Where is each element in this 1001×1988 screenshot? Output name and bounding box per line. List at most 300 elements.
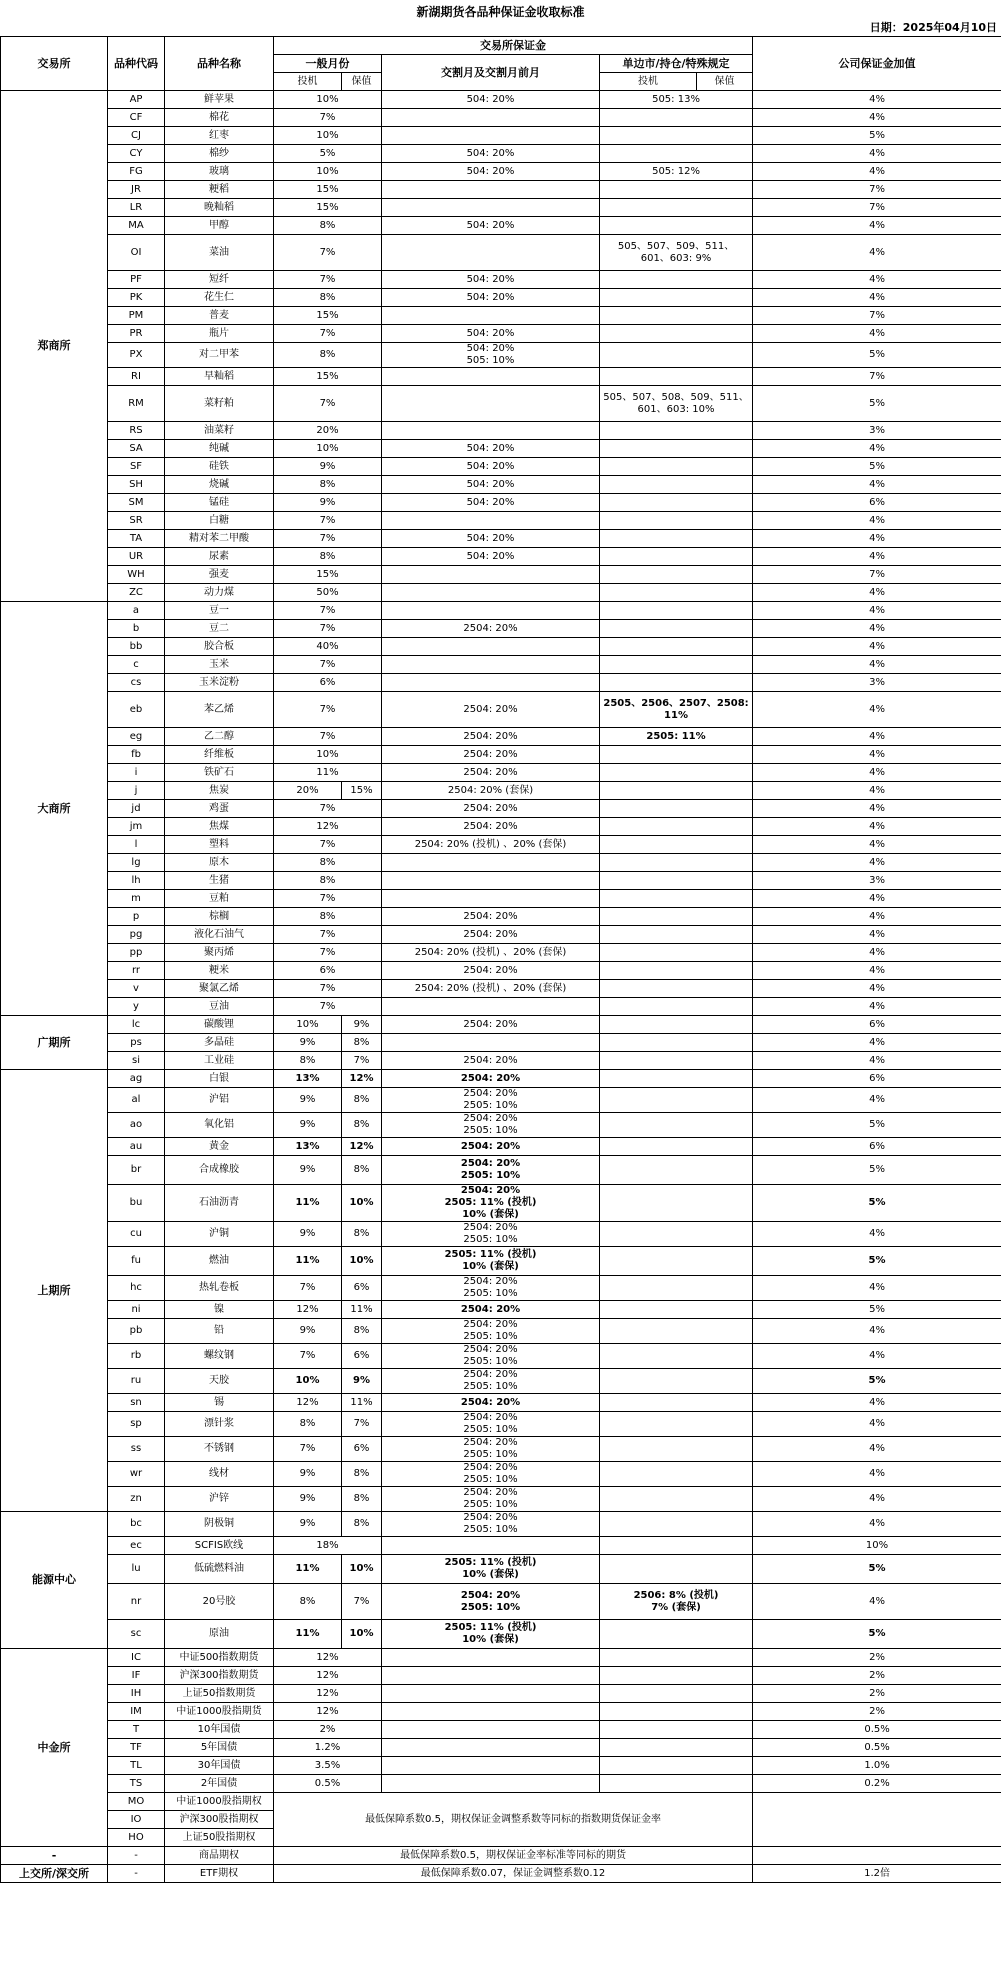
product-name: 2年国债 xyxy=(165,1775,274,1793)
company-margin: 4% xyxy=(753,1344,1001,1369)
general-margin: 10% xyxy=(274,127,382,145)
general-spec-margin: 7% xyxy=(274,1276,342,1301)
general-margin: 5% xyxy=(274,145,382,163)
delivery-margin: 2504: 20% xyxy=(382,620,600,638)
product-name: 沪深300指数期货 xyxy=(165,1667,274,1685)
product-name: 短纤 xyxy=(165,271,274,289)
special-rule xyxy=(600,962,753,980)
special-rule xyxy=(600,1222,753,1247)
company-margin: 1.2倍 xyxy=(753,1865,1001,1883)
general-margin: 18% xyxy=(274,1537,382,1555)
header-exchange: 交易所 xyxy=(1,37,108,91)
company-margin: 6% xyxy=(753,1016,1001,1034)
company-margin: 7% xyxy=(753,181,1001,199)
delivery-margin: 504: 20% xyxy=(382,494,600,512)
general-hedge-margin: 7% xyxy=(342,1412,382,1437)
product-name: 油菜籽 xyxy=(165,422,274,440)
product-code: lh xyxy=(108,872,165,890)
company-margin: 4% xyxy=(753,109,1001,127)
table-row xyxy=(1,512,1001,530)
product-code: HO xyxy=(108,1829,165,1847)
page-title: 新湖期货各品种保证金收取标准 xyxy=(416,5,585,19)
table-row xyxy=(1,1301,1001,1319)
product-code: IC xyxy=(108,1649,165,1667)
general-margin: 50% xyxy=(274,584,382,602)
special-rule xyxy=(600,199,753,217)
product-name: 晚籼稻 xyxy=(165,199,274,217)
general-margin: 15% xyxy=(274,368,382,386)
general-hedge-margin: 8% xyxy=(342,1319,382,1344)
special-rule xyxy=(600,289,753,307)
general-hedge-margin: 8% xyxy=(342,1088,382,1113)
company-margin: 2% xyxy=(753,1685,1001,1703)
product-name: 烧碱 xyxy=(165,476,274,494)
special-rule xyxy=(600,1034,753,1052)
special-rule xyxy=(600,1138,753,1156)
general-hedge-margin: 8% xyxy=(342,1487,382,1512)
header-general-month: 一般月份 xyxy=(274,55,382,73)
product-code: CJ xyxy=(108,127,165,145)
product-code: IH xyxy=(108,1685,165,1703)
company-margin: 4% xyxy=(753,91,1001,109)
table-row xyxy=(1,440,1001,458)
special-rule xyxy=(600,1185,753,1222)
table-row xyxy=(1,289,1001,307)
delivery-margin: 2504: 20% 2505: 10% xyxy=(382,1369,600,1394)
table-row xyxy=(1,746,1001,764)
company-margin: 4% xyxy=(753,818,1001,836)
table-row xyxy=(1,368,1001,386)
delivery-margin: 2504: 20% 2505: 10% xyxy=(382,1276,600,1301)
exchange-name: 上交所/深交所 xyxy=(1,1865,108,1883)
company-margin: 6% xyxy=(753,1138,1001,1156)
table-row xyxy=(1,530,1001,548)
special-rule xyxy=(600,1512,753,1537)
delivery-margin xyxy=(382,1685,600,1703)
special-rule xyxy=(600,1344,753,1369)
table-row xyxy=(1,422,1001,440)
table-row xyxy=(1,1721,1001,1739)
general-spec-margin: 11% xyxy=(274,1185,342,1222)
product-code: pp xyxy=(108,944,165,962)
general-margin: 7% xyxy=(274,386,382,422)
general-hedge-margin: 8% xyxy=(342,1222,382,1247)
delivery-margin: 2504: 20% xyxy=(382,926,600,944)
product-name: 焦炭 xyxy=(165,782,274,800)
general-hedge-margin: 10% xyxy=(342,1620,382,1649)
general-margin: 8% xyxy=(274,854,382,872)
product-name: SCFIS欧线 xyxy=(165,1537,274,1555)
table-row xyxy=(1,1512,1001,1537)
table-row xyxy=(1,1113,1001,1138)
table-row xyxy=(1,91,1001,109)
special-rule xyxy=(600,746,753,764)
product-code: SF xyxy=(108,458,165,476)
general-spec-margin: 7% xyxy=(274,1344,342,1369)
product-name: 硅铁 xyxy=(165,458,274,476)
general-spec-margin: 9% xyxy=(274,1156,342,1185)
company-margin: 4% xyxy=(753,728,1001,746)
company-margin: 4% xyxy=(753,638,1001,656)
product-code: au xyxy=(108,1138,165,1156)
special-rule xyxy=(600,854,753,872)
delivery-margin xyxy=(382,566,600,584)
general-margin: 7% xyxy=(274,656,382,674)
product-name: 沪深300股指期权 xyxy=(165,1811,274,1829)
product-name: 玉米淀粉 xyxy=(165,674,274,692)
product-code: j xyxy=(108,782,165,800)
product-code: ni xyxy=(108,1301,165,1319)
company-margin: 4% xyxy=(753,890,1001,908)
special-rule xyxy=(600,440,753,458)
special-rule xyxy=(600,1394,753,1412)
product-code: bu xyxy=(108,1185,165,1222)
table-row xyxy=(1,1757,1001,1775)
delivery-margin xyxy=(382,422,600,440)
product-code: sn xyxy=(108,1394,165,1412)
product-code: rb xyxy=(108,1344,165,1369)
company-margin: 2% xyxy=(753,1649,1001,1667)
general-hedge-margin: 15% xyxy=(342,782,382,800)
company-margin: 4% xyxy=(753,854,1001,872)
product-name: 玻璃 xyxy=(165,163,274,181)
delivery-margin: 2504: 20% xyxy=(382,746,600,764)
company-margin: 6% xyxy=(753,494,1001,512)
special-rule xyxy=(600,1369,753,1394)
general-margin: 10% xyxy=(274,746,382,764)
company-margin: 4% xyxy=(753,1088,1001,1113)
general-margin: 15% xyxy=(274,181,382,199)
delivery-margin xyxy=(382,1757,600,1775)
product-code: PK xyxy=(108,289,165,307)
table-row xyxy=(1,1344,1001,1369)
company-margin: 0.5% xyxy=(753,1739,1001,1757)
product-code: fu xyxy=(108,1247,165,1276)
table-row xyxy=(1,566,1001,584)
general-hedge-margin: 6% xyxy=(342,1344,382,1369)
table-row xyxy=(1,890,1001,908)
general-margin: 11% xyxy=(274,764,382,782)
table-row xyxy=(1,1847,1001,1865)
special-rule xyxy=(600,1412,753,1437)
general-spec-margin: 8% xyxy=(274,1584,342,1620)
general-hedge-margin: 12% xyxy=(342,1070,382,1088)
table-row xyxy=(1,1667,1001,1685)
table-row xyxy=(1,1034,1001,1052)
company-margin: 4% xyxy=(753,746,1001,764)
special-rule: 505: 13% xyxy=(600,91,753,109)
product-name: 棕榈 xyxy=(165,908,274,926)
general-margin: 40% xyxy=(274,638,382,656)
delivery-margin: 504: 20% xyxy=(382,145,600,163)
delivery-margin xyxy=(382,1739,600,1757)
table-row xyxy=(1,1685,1001,1703)
product-name: 漂针浆 xyxy=(165,1412,274,1437)
product-name: 螺纹钢 xyxy=(165,1344,274,1369)
product-name: 瓶片 xyxy=(165,325,274,343)
product-name: 普麦 xyxy=(165,307,274,325)
delivery-margin xyxy=(382,584,600,602)
product-name: 原油 xyxy=(165,1620,274,1649)
delivery-margin: 504: 20% xyxy=(382,289,600,307)
product-code: ec xyxy=(108,1537,165,1555)
delivery-margin: 2504: 20% 2505: 10% xyxy=(382,1437,600,1462)
delivery-margin: 2504: 20% 2505: 10% xyxy=(382,1156,600,1185)
general-spec-margin: 9% xyxy=(274,1088,342,1113)
product-name: 商品期权 xyxy=(165,1847,274,1865)
table-row xyxy=(1,181,1001,199)
general-hedge-margin: 9% xyxy=(342,1369,382,1394)
general-margin: 7% xyxy=(274,602,382,620)
delivery-margin: 504: 20% xyxy=(382,271,600,289)
table-row xyxy=(1,199,1001,217)
delivery-margin: 2504: 20% 2505: 10% xyxy=(382,1222,600,1247)
general-margin: 7% xyxy=(274,530,382,548)
table-row xyxy=(1,764,1001,782)
product-code: OI xyxy=(108,235,165,271)
general-margin: 10% xyxy=(274,91,382,109)
company-margin: 4% xyxy=(753,764,1001,782)
general-spec-margin: 20% xyxy=(274,782,342,800)
product-name: 菜油 xyxy=(165,235,274,271)
delivery-margin: 2504: 20% 2505: 10% xyxy=(382,1487,600,1512)
product-code: ag xyxy=(108,1070,165,1088)
header-delivery-month: 交割月及交割月前月 xyxy=(382,55,600,91)
table-row xyxy=(1,638,1001,656)
general-margin: 12% xyxy=(274,818,382,836)
table-row xyxy=(1,692,1001,728)
company-margin: 7% xyxy=(753,566,1001,584)
product-name: 中证1000股指期权 xyxy=(165,1793,274,1811)
table-row xyxy=(1,548,1001,566)
product-name: 氧化铝 xyxy=(165,1113,274,1138)
special-rule xyxy=(600,1319,753,1344)
general-hedge-margin: 11% xyxy=(342,1301,382,1319)
company-margin: 4% xyxy=(753,944,1001,962)
product-name: 强麦 xyxy=(165,566,274,584)
special-rule: 505: 12% xyxy=(600,163,753,181)
product-name: 棉纱 xyxy=(165,145,274,163)
product-name: 碳酸锂 xyxy=(165,1016,274,1034)
company-margin: 4% xyxy=(753,1462,1001,1487)
delivery-margin: 504: 20% 505: 10% xyxy=(382,343,600,368)
table-row xyxy=(1,1070,1001,1088)
special-rule xyxy=(600,638,753,656)
product-name: 中证1000股指期货 xyxy=(165,1703,274,1721)
product-name: 沪铜 xyxy=(165,1222,274,1247)
product-name: 石油沥青 xyxy=(165,1185,274,1222)
delivery-margin: 2504: 20% xyxy=(382,1138,600,1156)
product-code: zn xyxy=(108,1487,165,1512)
product-code: c xyxy=(108,656,165,674)
general-spec-margin: 9% xyxy=(274,1113,342,1138)
delivery-margin: 2504: 20% xyxy=(382,1301,600,1319)
delivery-margin xyxy=(382,602,600,620)
table-row xyxy=(1,620,1001,638)
general-hedge-margin: 12% xyxy=(342,1138,382,1156)
header-company-margin: 公司保证金加值 xyxy=(753,37,1001,91)
special-rule: 2506: 8% (投机) 7% (套保) xyxy=(600,1584,753,1620)
exchange-name: 中金所 xyxy=(1,1649,108,1847)
special-rule xyxy=(600,782,753,800)
table-row xyxy=(1,944,1001,962)
special-rule xyxy=(600,325,753,343)
delivery-margin xyxy=(382,109,600,127)
delivery-margin xyxy=(382,638,600,656)
table-row xyxy=(1,1537,1001,1555)
product-name: 生猪 xyxy=(165,872,274,890)
table-row xyxy=(1,217,1001,235)
company-margin: 1.0% xyxy=(753,1757,1001,1775)
delivery-margin: 2504: 20% 2505: 10% xyxy=(382,1344,600,1369)
product-name: 铁矿石 xyxy=(165,764,274,782)
delivery-margin: 2504: 20% 2505: 10% xyxy=(382,1512,600,1537)
delivery-margin: 2504: 20% xyxy=(382,800,600,818)
product-name: 豆粕 xyxy=(165,890,274,908)
delivery-margin: 2504: 20% (投机) 、20% (套保) xyxy=(382,836,600,854)
product-name: 棉花 xyxy=(165,109,274,127)
special-rule: 2505、2506、2507、2508: 11% xyxy=(600,692,753,728)
special-rule xyxy=(600,512,753,530)
delivery-margin xyxy=(382,1667,600,1685)
delivery-margin: 2504: 20% xyxy=(382,1052,600,1070)
delivery-margin: 504: 20% xyxy=(382,440,600,458)
company-margin: 4% xyxy=(753,217,1001,235)
product-name: 菜籽粕 xyxy=(165,386,274,422)
delivery-margin: 2504: 20% xyxy=(382,908,600,926)
company-margin: 5% xyxy=(753,1185,1001,1222)
exchange-name: 广期所 xyxy=(1,1016,108,1070)
product-name: 乙二醇 xyxy=(165,728,274,746)
product-name: 沪铝 xyxy=(165,1088,274,1113)
product-code: eg xyxy=(108,728,165,746)
company-margin: 4% xyxy=(753,782,1001,800)
delivery-margin xyxy=(382,1775,600,1793)
company-margin: 4% xyxy=(753,1437,1001,1462)
company-margin: 4% xyxy=(753,1052,1001,1070)
product-code: - xyxy=(108,1865,165,1883)
table-row xyxy=(1,476,1001,494)
general-margin: 3.5% xyxy=(274,1757,382,1775)
special-rule xyxy=(600,1620,753,1649)
product-name: 燃油 xyxy=(165,1247,274,1276)
product-name: 早籼稻 xyxy=(165,368,274,386)
special-rule xyxy=(600,217,753,235)
general-margin: 6% xyxy=(274,962,382,980)
general-hedge-margin: 8% xyxy=(342,1512,382,1537)
header-special-hedge: 保值 xyxy=(697,73,753,91)
product-name: 塑料 xyxy=(165,836,274,854)
product-code: lg xyxy=(108,854,165,872)
product-code: cu xyxy=(108,1222,165,1247)
product-code: sp xyxy=(108,1412,165,1437)
general-margin: 7% xyxy=(274,998,382,1016)
table-row xyxy=(1,1276,1001,1301)
table-row xyxy=(1,1052,1001,1070)
table-row xyxy=(1,926,1001,944)
product-code: al xyxy=(108,1088,165,1113)
product-code: TF xyxy=(108,1739,165,1757)
product-name: 甲醇 xyxy=(165,217,274,235)
product-name: 豆油 xyxy=(165,998,274,1016)
report-date: 日期：2025年04月10日 xyxy=(869,21,997,34)
product-code: bb xyxy=(108,638,165,656)
delivery-margin: 504: 20% xyxy=(382,217,600,235)
company-margin: 0.5% xyxy=(753,1721,1001,1739)
product-code: IO xyxy=(108,1811,165,1829)
general-margin: 12% xyxy=(274,1703,382,1721)
general-spec-margin: 8% xyxy=(274,1052,342,1070)
product-code: wr xyxy=(108,1462,165,1487)
general-margin: 7% xyxy=(274,980,382,998)
general-margin: 12% xyxy=(274,1649,382,1667)
company-margin: 5% xyxy=(753,1369,1001,1394)
product-code: ZC xyxy=(108,584,165,602)
delivery-margin xyxy=(382,854,600,872)
company-margin: 4% xyxy=(753,1222,1001,1247)
table-row xyxy=(1,1555,1001,1584)
general-margin: 7% xyxy=(274,512,382,530)
delivery-margin: 2504: 20% (套保) xyxy=(382,782,600,800)
special-rule xyxy=(600,998,753,1016)
option-margin-rule: 最低保障系数0.07，保证金调整系数0.12 xyxy=(274,1865,753,1883)
table-row xyxy=(1,1138,1001,1156)
delivery-margin: 2504: 20% xyxy=(382,764,600,782)
exchange-name: 上期所 xyxy=(1,1070,108,1512)
product-code: PM xyxy=(108,307,165,325)
general-margin: 9% xyxy=(274,458,382,476)
special-rule xyxy=(600,343,753,368)
product-name: 沪锌 xyxy=(165,1487,274,1512)
company-margin: 4% xyxy=(753,271,1001,289)
general-spec-margin: 8% xyxy=(274,1412,342,1437)
product-code: LR xyxy=(108,199,165,217)
table-row xyxy=(1,908,1001,926)
product-name: 玉米 xyxy=(165,656,274,674)
general-spec-margin: 9% xyxy=(274,1462,342,1487)
general-spec-margin: 9% xyxy=(274,1222,342,1247)
header-name: 品种名称 xyxy=(165,37,274,91)
company-margin: 3% xyxy=(753,674,1001,692)
product-code: IM xyxy=(108,1703,165,1721)
special-rule xyxy=(600,109,753,127)
product-code: TL xyxy=(108,1757,165,1775)
table-row xyxy=(1,872,1001,890)
company-margin: 4% xyxy=(753,145,1001,163)
general-margin: 8% xyxy=(274,908,382,926)
company-margin: 5% xyxy=(753,127,1001,145)
general-hedge-margin: 10% xyxy=(342,1555,382,1584)
exchange-name: 能源中心 xyxy=(1,1512,108,1649)
product-code: nr xyxy=(108,1584,165,1620)
product-name: 不锈钢 xyxy=(165,1437,274,1462)
company-margin: 4% xyxy=(753,1584,1001,1620)
product-name: 白银 xyxy=(165,1070,274,1088)
delivery-margin xyxy=(382,1721,600,1739)
product-code: y xyxy=(108,998,165,1016)
product-name: 上证50指数期货 xyxy=(165,1685,274,1703)
company-margin: 4% xyxy=(753,1412,1001,1437)
delivery-margin: 504: 20% xyxy=(382,91,600,109)
company-margin: 4% xyxy=(753,235,1001,271)
product-name: 鸡蛋 xyxy=(165,800,274,818)
general-hedge-margin: 7% xyxy=(342,1052,382,1070)
company-margin: 2% xyxy=(753,1703,1001,1721)
general-margin: 7% xyxy=(274,325,382,343)
general-hedge-margin: 6% xyxy=(342,1276,382,1301)
product-code: jd xyxy=(108,800,165,818)
company-margin: 4% xyxy=(753,163,1001,181)
